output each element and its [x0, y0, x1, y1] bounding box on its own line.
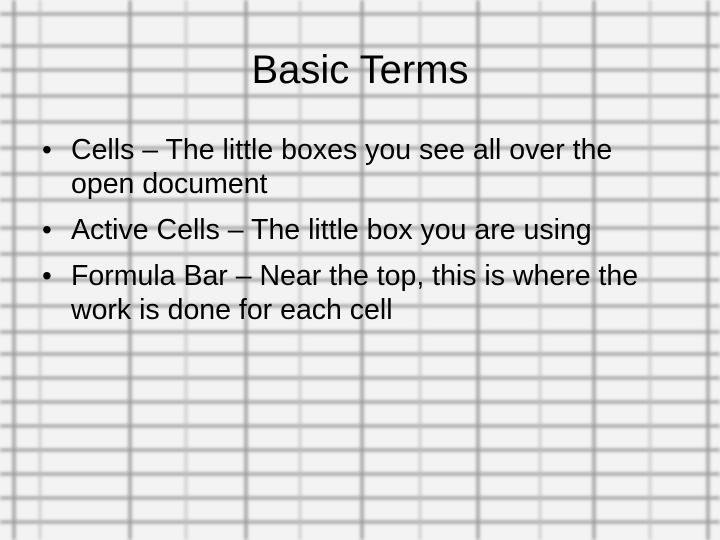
bullet-text: Cells – The little boxes you see all over the open document: [71, 134, 613, 200]
bullet-item: [40, 259, 680, 327]
slide-title: Basic Terms: [251, 48, 469, 92]
bullet-list: [40, 133, 680, 339]
bullet-text: Active Cells – The little box you are using: [71, 214, 592, 246]
bullet-dot-icon: •: [42, 214, 52, 245]
bullet-dot-icon: •: [42, 260, 52, 291]
bullet-text: Formula Bar – Near the top, this is where the work is done for each cell: [71, 260, 639, 326]
bullet-dot-icon: •: [42, 134, 52, 165]
bullet-item: [40, 213, 680, 247]
bullet-item: [40, 133, 680, 201]
